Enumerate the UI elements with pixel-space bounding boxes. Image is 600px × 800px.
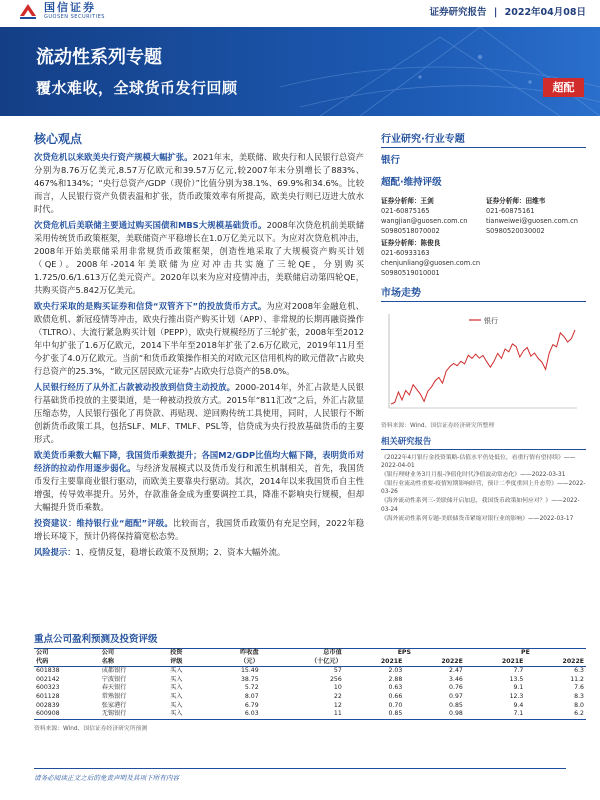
p7-highlight: 风险提示： — [34, 547, 76, 557]
table-header-row-2 — [34, 658, 586, 667]
table-cell: 宁波银行 — [101, 675, 127, 683]
sidebar-divider — [381, 147, 586, 148]
sidebar-rating: 超配·维持评级 — [381, 177, 442, 188]
analyst-3-phone: 021-60933163 — [381, 249, 430, 257]
logo-icon — [18, 1, 38, 21]
report-date: 2022年04月08日 — [504, 7, 586, 18]
table-cell: 7.7 — [513, 667, 524, 675]
table-cell: 6.79 — [244, 701, 259, 709]
analyst-1-phone: 021-60875165 — [381, 207, 430, 215]
sidebar-industry: 银行 — [381, 155, 401, 166]
th-close: （元） — [207, 658, 261, 667]
table-cell: 600323 — [36, 684, 60, 692]
table-cell: 38.75 — [240, 675, 259, 683]
forecast-table-section — [34, 631, 586, 732]
analyst-1-email[interactable]: wangjian@guosen.com.cn — [381, 217, 468, 225]
table-cell: 601838 — [36, 667, 60, 675]
table-cell: 0.66 — [388, 692, 403, 700]
th-top-close: 昨收盘 — [207, 649, 261, 658]
table-cell: 0.70 — [388, 701, 403, 709]
th-rating: 评级 — [168, 658, 207, 667]
chart-series-line — [391, 330, 575, 404]
table-cell: 常熟银行 — [101, 692, 127, 700]
related-item[interactable]: 《2022年4月银行金投资策略-估值水平仍处低位，看重行情有望持续》——2022-04-01 — [381, 455, 576, 470]
forecast-table — [34, 648, 586, 720]
p5-highlight: 欧美货币乘数大幅下降，我国货币乘数提升；各国M2/GDP比值均大幅下降，表明货币对经济的拉动作用逐步弱化。 — [34, 450, 364, 473]
table-cell: 8.0 — [574, 701, 584, 709]
table-cell: 8.07 — [244, 692, 259, 700]
th-pe-2022: 2022E — [525, 658, 586, 667]
table-cell: 10 — [333, 684, 342, 692]
table-cell: 春天银行 — [101, 684, 127, 692]
related-item[interactable]: 《海外流动性系列三-美联储开启加息，我国货币政策如何应对？》——2022-03-24 — [381, 498, 580, 513]
table-cell: 6.2 — [525, 710, 586, 719]
sidebar-title: 行业研究·行业专题 — [381, 134, 465, 145]
p7-text: 1、疫情反复，稳增长政策不及预期；2、资本大幅外流。 — [75, 547, 286, 557]
table-cell: 13.5 — [509, 675, 524, 683]
table-cell: 张家港行 — [101, 701, 127, 709]
th-eps-2022: 2022E — [404, 658, 465, 667]
market-chart-svg — [381, 308, 581, 418]
p6-text: 比较而言，我国货币政策仍有充足空间，2022年稳增长环境下，预计仍将保持篇宽松态势。 — [34, 518, 364, 541]
chart-legend — [469, 316, 498, 325]
th-name: 名称 — [100, 658, 168, 667]
table-cell: 3.46 — [449, 675, 463, 683]
report-type: 证券研究报告 — [429, 7, 487, 18]
market-divider — [381, 301, 586, 302]
table-cell: 6.03 — [207, 710, 261, 719]
table-cell: 0.98 — [404, 710, 465, 719]
table-cell: 15.49 — [240, 667, 259, 675]
table-cell: 600908 — [34, 710, 100, 719]
table-cell: 22 — [333, 692, 342, 700]
chart-source: 资料来源：Wind、国信证券经济研究所整理 — [381, 423, 495, 429]
paragraph-6 — [34, 517, 364, 543]
th-mcap: （十亿元） — [261, 658, 344, 667]
p5-text: 与经济发展模式以及货币发行和派生机制相关，首先，我国货币发行主要靠商业银行驱动，而欧美主要靠央行驱动。其次，2014年以来我国货币自主性增强，传导效率提升。另外，存款准备金成为重要调控工具，降准不影响央行规模，但却大幅提升货币乘数。 — [34, 463, 364, 512]
table-row — [34, 667, 586, 676]
paragraph-5 — [34, 449, 364, 514]
table-cell: 买入 — [170, 667, 183, 675]
table-row — [34, 710, 586, 719]
table-cell: 买入 — [170, 692, 183, 700]
related-heading: 相关研究报告 — [381, 436, 432, 446]
table-cell: 2.03 — [388, 667, 403, 675]
analysts-row-2 — [381, 238, 586, 278]
sidebar — [381, 130, 586, 524]
th-top-pe: PE — [465, 649, 586, 658]
table-cell: 成都银行 — [101, 667, 127, 675]
p4-highlight: 人民银行经历了从外汇占款被动投放到信贷主动投放。 — [34, 382, 236, 392]
th-eps-2021: 2021E — [344, 658, 405, 667]
table-cell: 0.85 — [344, 710, 405, 719]
table-cell: 无锡银行 — [100, 710, 168, 719]
table-cell: 0.97 — [449, 692, 463, 700]
analyst-3-title: 证券分析师：陈俊良 — [381, 239, 441, 247]
table-cell: 9.4 — [513, 701, 524, 709]
table-cell: 0.63 — [388, 684, 403, 692]
th-top-name: 公司 — [100, 649, 168, 658]
table-cell: 6.3 — [574, 667, 584, 675]
table-cell: 256 — [329, 675, 342, 683]
table-cell: 57 — [333, 667, 342, 675]
table-cell: 5.72 — [244, 684, 259, 692]
analyst-3-email[interactable]: chenjunliang@guosen.com.cn — [381, 259, 481, 267]
table-cell: 002142 — [36, 675, 60, 683]
analyst-2-cert: S0980520030002 — [486, 227, 545, 235]
th-top-eps: EPS — [344, 649, 465, 658]
related-item[interactable]: 《银行业流动性重要-疫情短期影响经营，预计二季度重回上升态势》——2022-03-26 — [381, 481, 586, 496]
table-cell: 2.88 — [388, 675, 403, 683]
table-cell: 9.1 — [513, 684, 524, 692]
logo-en: GUOSEN SECURITIES — [44, 14, 105, 20]
p3-highlight: 欧央行采取的是购买证券和信贷“双管齐下”的投放货币方式。 — [34, 301, 267, 311]
market-heading: 市场走势 — [381, 288, 421, 299]
related-item[interactable]: 《银行理财业务3月月报-净值化时代净值波动常态化》——2022-03-31 — [381, 472, 566, 479]
paragraph-7 — [34, 546, 364, 559]
report-title: 流动性系列专题 — [36, 47, 162, 68]
table-cell: 11 — [261, 710, 344, 719]
table-cell: 买入 — [168, 710, 207, 719]
p6-highlight: 投资建议：维持银行业“超配”评级。 — [34, 518, 173, 528]
logo-cn: 国信证券 — [44, 1, 96, 14]
th-pe-2021: 2021E — [465, 658, 526, 667]
banner-decoration — [280, 27, 600, 116]
paragraph-3 — [34, 300, 364, 378]
analyst-1-title: 证券分析师：王剑 — [381, 197, 434, 205]
table-source: 资料来源：Wind、国信证券经济研究所预测 — [34, 725, 148, 732]
p2-text: 2008年次贷危机前美联储采用传统货币政策框架，美联储资产平稳增长在1.0万亿美元以下。为应对次贷危机冲击，2008年开始美联储采用非常规货币政策框架，创造性地采取了大规模资产购买计划（QE）。2008年-2014年美联储为应对冲击共实施了三轮QE，分别购买1.725/0.6/1.613万亿美元资产。2020年以来为应对疫情冲击，美联储启动第四轮QE，共购买资产5.842万亿美元。 — [34, 220, 364, 295]
table-cell: 12.3 — [509, 692, 524, 700]
p1-highlight: 次贷危机以来欧美央行资产规模大幅扩张。 — [34, 152, 193, 162]
th-code: 代码 — [34, 658, 100, 667]
table-body — [34, 667, 586, 720]
table-cell: 601128 — [36, 692, 60, 700]
table-cell: 7.1 — [465, 710, 526, 719]
paragraph-1 — [34, 151, 364, 216]
analysts-row-1 — [381, 196, 586, 236]
th-top-rating: 投资 — [168, 649, 207, 658]
table-cell: 0.76 — [449, 684, 463, 692]
analyst-2-phone: 021-60875161 — [486, 207, 535, 215]
table-header-row-1 — [34, 649, 586, 658]
th-top-code: 公司 — [34, 649, 100, 658]
table-cell: 12 — [333, 701, 342, 709]
core-heading: 核心观点 — [34, 132, 83, 146]
chart-legend-label: 银行 — [484, 317, 498, 325]
table-cell: 8.3 — [574, 692, 584, 700]
analyst-3 — [381, 238, 511, 278]
table-row — [34, 684, 586, 693]
table-heading: 重点公司盈利预测及投资评级 — [34, 634, 158, 645]
analyst-2-email[interactable]: tianweiwei@guosen.com.cn — [486, 217, 578, 225]
analyst-1 — [381, 196, 481, 236]
report-subtitle: 覆水难收，全球货币发行回顾 — [36, 79, 238, 97]
th-top-mcap: 总市值 — [261, 649, 344, 658]
analyst-2-title: 证券分析师：田维韦 — [486, 197, 546, 205]
table-cell: 买入 — [170, 701, 183, 709]
table-row — [34, 702, 586, 711]
related-list — [381, 454, 586, 523]
report-meta: 证券研究报告 | 2022年04月08日 — [429, 7, 586, 18]
p1-text: 2021年末，美联储、欧央行和人民银行总资产分别为8.76万亿美元,8.57万亿欧元和39.57万亿元,较2007年末分别增长了883%、467%和134%；“央行总资产/GDP（现价）”比值分别为38.1%、69.9%和34.6%。比较而言，人民银行资产负债表温和扩张，货币政策效率有所提高，欧美央行则已迈进大放水时代。 — [34, 152, 364, 214]
logo — [18, 1, 105, 21]
related-item[interactable]: 《海外流动性系列专题-美联储货币紧缩对银行业的影响》——2022-03-17 — [381, 515, 574, 522]
table-cell: 2.47 — [449, 667, 463, 675]
p2-highlight: 次贷危机后美联储主要通过购买国债和MBS大规模基础货币。 — [34, 220, 267, 230]
paragraph-2 — [34, 219, 364, 297]
paragraph-4 — [34, 381, 364, 446]
p3-text: 为应对2008年金融危机、欧债危机、新冠疫情等冲击，欧央行推出资产购买计划（APP）、非常规的长期再融资操作（TLTRO）、大流行紧急购买计划（PEPP），欧央行规模经历了三轮扩张，2008年至2012年中旬扩张了1.6万亿欧元，2014下半年至2018年扩张了2.6万亿欧元，2019年11月至今扩张了4.0万亿欧元。当前“和货币政策操作相关的对欧元区信用机构的欧元借款”占欧央行总资产的25.3%，“欧元区居民欧元证券”占欧央行总资产的58.0%。 — [34, 301, 364, 376]
analyst-1-cert: S0980518070002 — [381, 227, 440, 235]
top-bar — [0, 0, 600, 24]
market-chart — [381, 308, 581, 418]
analyst-2 — [486, 196, 586, 236]
table-cell: 0.85 — [449, 701, 463, 709]
core-views — [34, 130, 364, 562]
p4-text: 2000-2014年，外汇占款是人民银行基础货币投放的主要渠道，是一种被动投放方式。2015年“811汇改”之后，外汇占款显压缩态势，人民银行强化了再贷款、再贴现、逆回购传统工具使用，同时，人民银行不断创新货币政策工具，包括SLF、MLF、TMLF、PSL等，信贷成为央行投放基础货币的主要形式。 — [34, 382, 364, 444]
table-cell: 买入 — [170, 684, 183, 692]
table-cell: 11.2 — [570, 675, 584, 683]
table-cell: 买入 — [170, 675, 183, 683]
table-cell: 7.6 — [574, 684, 584, 692]
table-cell: 002839 — [36, 701, 60, 709]
related-divider — [381, 449, 586, 450]
footer-disclaimer: 请务必阅读正文之后的免责声明及其项下所有内容 — [34, 768, 566, 782]
title-banner — [0, 27, 600, 116]
analyst-3-cert: S0980519010001 — [381, 269, 440, 277]
table-row — [34, 693, 586, 702]
rating-badge: 超配 — [543, 78, 584, 97]
